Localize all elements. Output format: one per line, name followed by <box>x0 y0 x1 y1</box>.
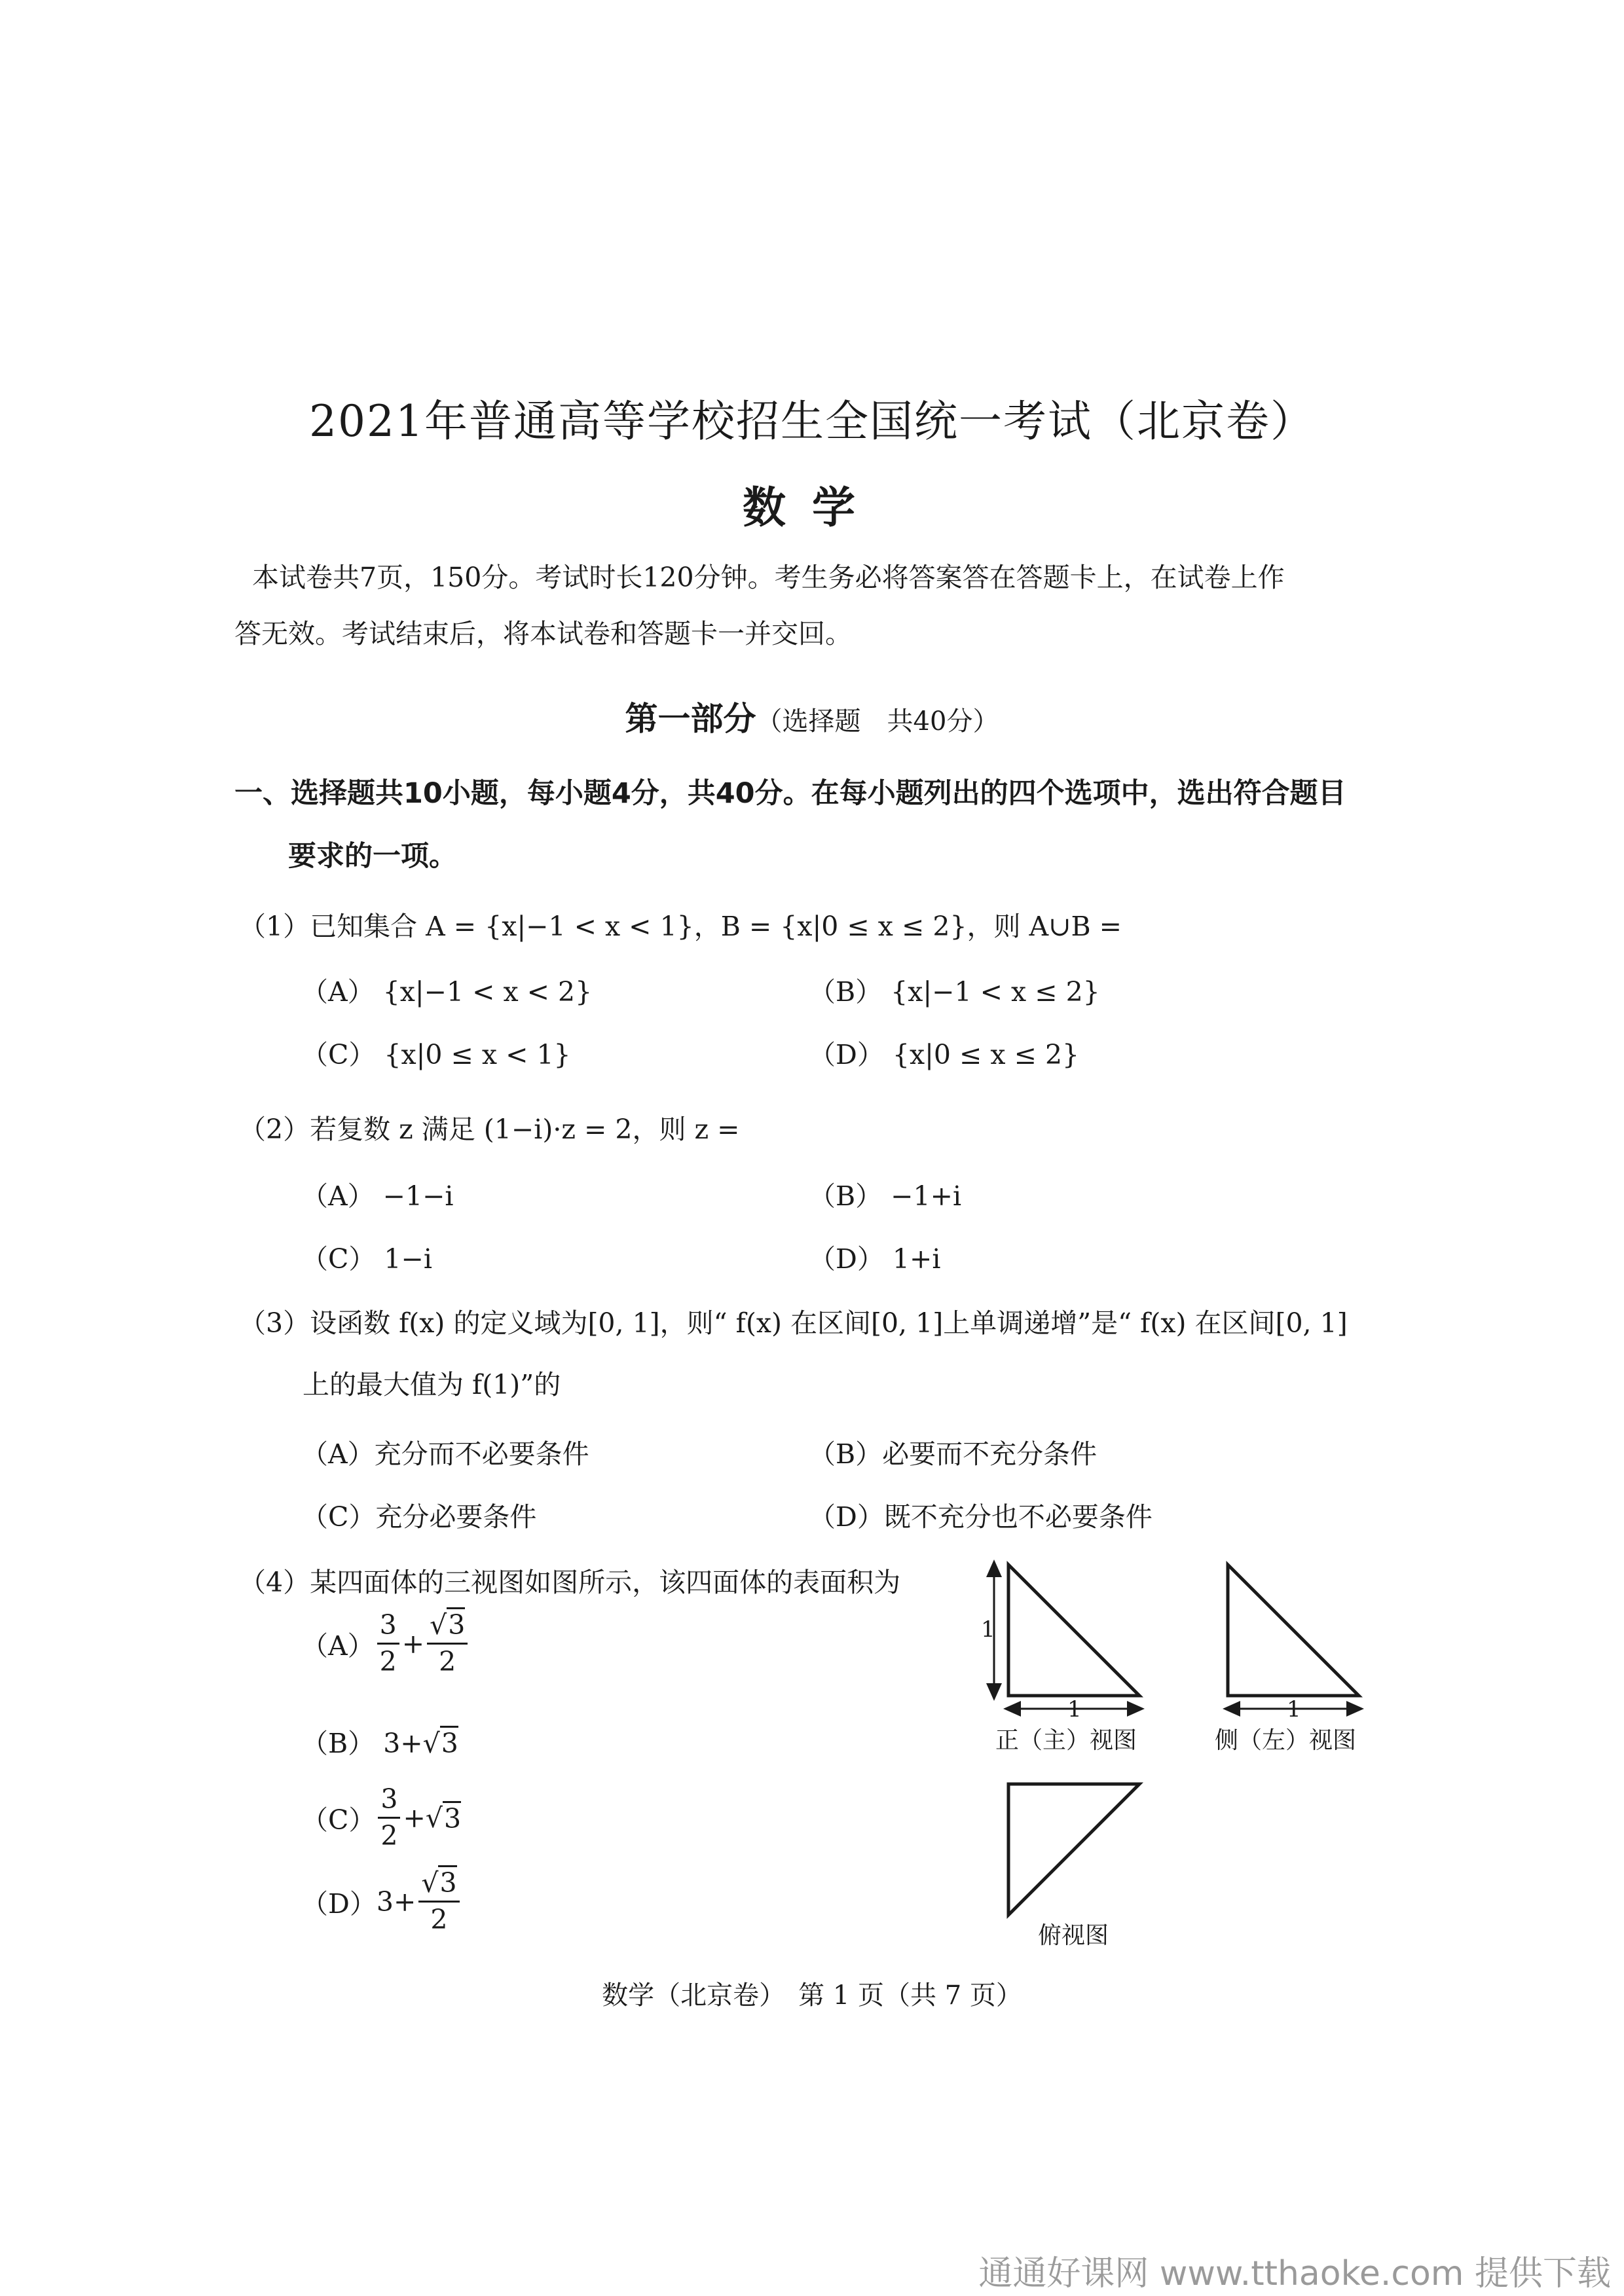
fraction-numerator: 3 <box>377 1612 399 1645</box>
question-1-option-a: （A） {x|−1 < x < 2} <box>301 976 593 1008</box>
section-instructions-line-2: 要求的一项。 <box>288 840 457 873</box>
question-3-stem-line-1: （3）设函数 f(x) 的定义域为[0, 1]，则“ f(x) 在区间[0, 1]上单调递增”是“ f(x) 在区间[0, 1] <box>239 1307 1348 1339</box>
fraction-numerator: √3 <box>427 1612 468 1645</box>
fraction-denominator: 2 <box>439 1646 456 1677</box>
page-footer: 数学（北京卷） 第 1 页（共 7 页） <box>602 1980 1022 2011</box>
radicand: 3 <box>443 1801 461 1834</box>
side-view-triangle <box>1228 1565 1359 1696</box>
question-4-option-c: （C） $\frac{3}{2}$ + √ 3 <box>301 1783 462 1851</box>
side-width-dimension-label: 1 <box>1287 1696 1301 1722</box>
fraction-numerator: √3 <box>418 1870 459 1903</box>
front-view-label: 正（主）视图 <box>995 1727 1137 1754</box>
question-2-option-a: （A） −1−i <box>301 1180 454 1212</box>
question-1-option-d: （D） {x|0 ≤ x ≤ 2} <box>809 1039 1080 1070</box>
fraction <box>418 1867 459 1935</box>
part-one-heading <box>0 693 1624 740</box>
question-2-option-b: （B） −1+i <box>809 1180 962 1212</box>
side-view-label: 侧（左）视图 <box>1215 1727 1357 1754</box>
fraction-denominator: 2 <box>380 1820 398 1851</box>
fraction <box>378 1783 400 1851</box>
plus-sign: + <box>393 1886 416 1918</box>
option-d-label: （D） <box>301 1888 377 1920</box>
fraction-numerator: 3 <box>378 1786 400 1819</box>
intro-line-1: 本试卷共7页，150分。考试时长120分钟。考生务必将答案答在答题卡上，在试卷上作 <box>252 562 1285 593</box>
fraction <box>377 1609 399 1677</box>
question-3-stem-line-2: 上的最大值为 f(1)”的 <box>303 1369 561 1400</box>
question-2-stem: （2）若复数 z 满足 (1−i)·z = 2，则 z = <box>239 1114 740 1145</box>
question-3-option-d: （D）既不充分也不必要条件 <box>809 1501 1153 1533</box>
exam-title: 2021年普通高等学校招生全国统一考试（北京卷） <box>309 396 1315 446</box>
question-4-option-a <box>301 1609 470 1677</box>
top-view-label: 俯视图 <box>1038 1922 1109 1949</box>
option-c-label: （C） <box>301 1804 376 1836</box>
watermark-text: 通通好课网 www.tthaoke.com 提供下载 <box>978 2254 1611 2293</box>
radicand: 3 <box>440 1726 458 1759</box>
plus-sign: + <box>401 1628 425 1660</box>
question-1-option-b: （B） {x|−1 < x ≤ 2} <box>809 976 1100 1008</box>
fraction-denominator: 2 <box>379 1646 397 1677</box>
option-a-label: （A） <box>301 1630 375 1662</box>
part-one-title: 第一部分 <box>625 700 756 738</box>
integer-term: 3 <box>383 1728 401 1759</box>
plus-sign: + <box>400 1728 423 1759</box>
question-3-option-c: （C）充分必要条件 <box>301 1501 537 1533</box>
question-3-option-a: （A）充分而不必要条件 <box>301 1438 589 1470</box>
intro-line-2: 答无效。考试结束后，将本试卷和答题卡一并交回。 <box>234 618 852 649</box>
question-4-option-d <box>301 1867 462 1935</box>
part-one-note: （选择题 共40分） <box>756 706 999 737</box>
fraction <box>427 1609 468 1677</box>
three-view-figure <box>976 1552 1421 1971</box>
question-4-option-b: （B） 3+√3 <box>301 1722 458 1760</box>
question-3-option-b: （B）必要而不充分条件 <box>809 1438 1098 1470</box>
question-1-option-c: （C） {x|0 ≤ x < 1} <box>301 1039 571 1070</box>
question-2-option-c: （C） 1−i <box>301 1243 432 1275</box>
top-view-triangle <box>1008 1784 1139 1915</box>
subject-title: 数学 <box>743 483 881 533</box>
question-1-stem: （1）已知集合 A = {x|−1 < x < 1}，B = {x|0 ≤ x ≤ 2}，则 A∪B = <box>239 911 1122 942</box>
front-width-dimension-label: 1 <box>1067 1696 1082 1722</box>
question-4-stem: （4）某四面体的三视图如图所示，该四面体的表面积为 <box>239 1567 901 1598</box>
option-b-label: （B） <box>301 1728 375 1759</box>
section-instructions-line-1: 一、选择题共10小题，每小题4分，共40分。在每小题列出的四个选项中，选出符合题目 <box>234 777 1346 810</box>
integer-term: 3 <box>376 1886 394 1918</box>
fraction-denominator: 2 <box>430 1904 448 1935</box>
radicand: 3 <box>447 1607 465 1641</box>
front-view-triangle <box>1008 1565 1139 1696</box>
radicand: 3 <box>438 1865 456 1899</box>
height-dimension-label: 1 <box>981 1616 995 1643</box>
question-2-option-d: （D） 1+i <box>809 1243 941 1275</box>
plus-sign: + <box>403 1802 426 1834</box>
